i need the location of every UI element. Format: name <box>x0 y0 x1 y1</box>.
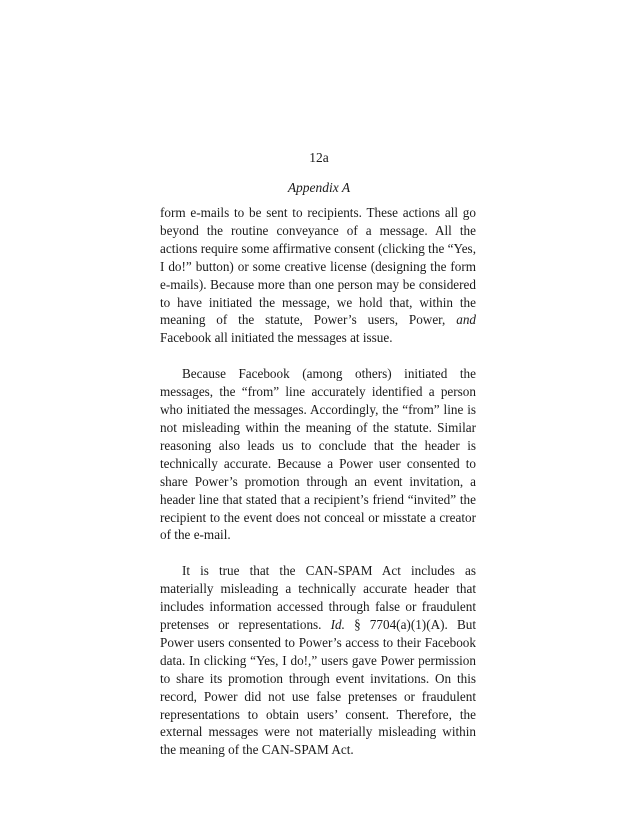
text-run: Because Facebook (among others) initiated the messages, the “from” line accurately identified a person who initiated the messages. Accordingly, the “from” line is not misleading within the meaning of the statute. Similar reasoning also leads us to conclude that the header is technically accurate. Because a Power user consented to share Power’s promotion through an event invitation, a header line that stated that a recipient’s friend “invited” the recipient to the event does not conceal or misstate a creator of the e-mail. <box>160 366 476 543</box>
text-run: It is true that the CAN-SPAM Act includes as materially misleading a technically accurate header that includes information accessed through false or fraudulent pretenses or representations. <box>160 563 476 633</box>
citation-id: Id. <box>330 617 345 633</box>
emphasis-text: and <box>456 312 476 328</box>
paragraph-continuation <box>160 204 476 347</box>
appendix-heading: Appendix A <box>287 180 351 195</box>
text-run: § 7704(a)(1)(A). But Power users consented to Power’s access to their Facebook data. In clicking “Yes, I do!,” users gave Power permission to share its promotion through event invitations. On this record, Power did not use false pretenses or fraudulent representations to obtain users’ consent. Therefore, the external messages were not materially misleading within the meaning of the CAN-SPAM Act. <box>160 617 476 758</box>
text-run: form e-mails to be sent to recipients. These actions all go beyond the routine conveyance of a message. All the actions require some affirmative consent (clicking the “Yes, I do!” button) or some creative license (designing the form e-mails). Because more than one person may be considered to have initiated the message, we hold that, within the meaning of the statute, Power’s users, Power, <box>160 205 476 328</box>
page-number: 12a <box>309 150 329 165</box>
paragraph-from-line <box>160 365 476 544</box>
paragraph-misleading-header <box>160 562 476 759</box>
text-run: Facebook all initiated the messages at issue. <box>160 330 393 346</box>
body-text <box>160 204 476 759</box>
